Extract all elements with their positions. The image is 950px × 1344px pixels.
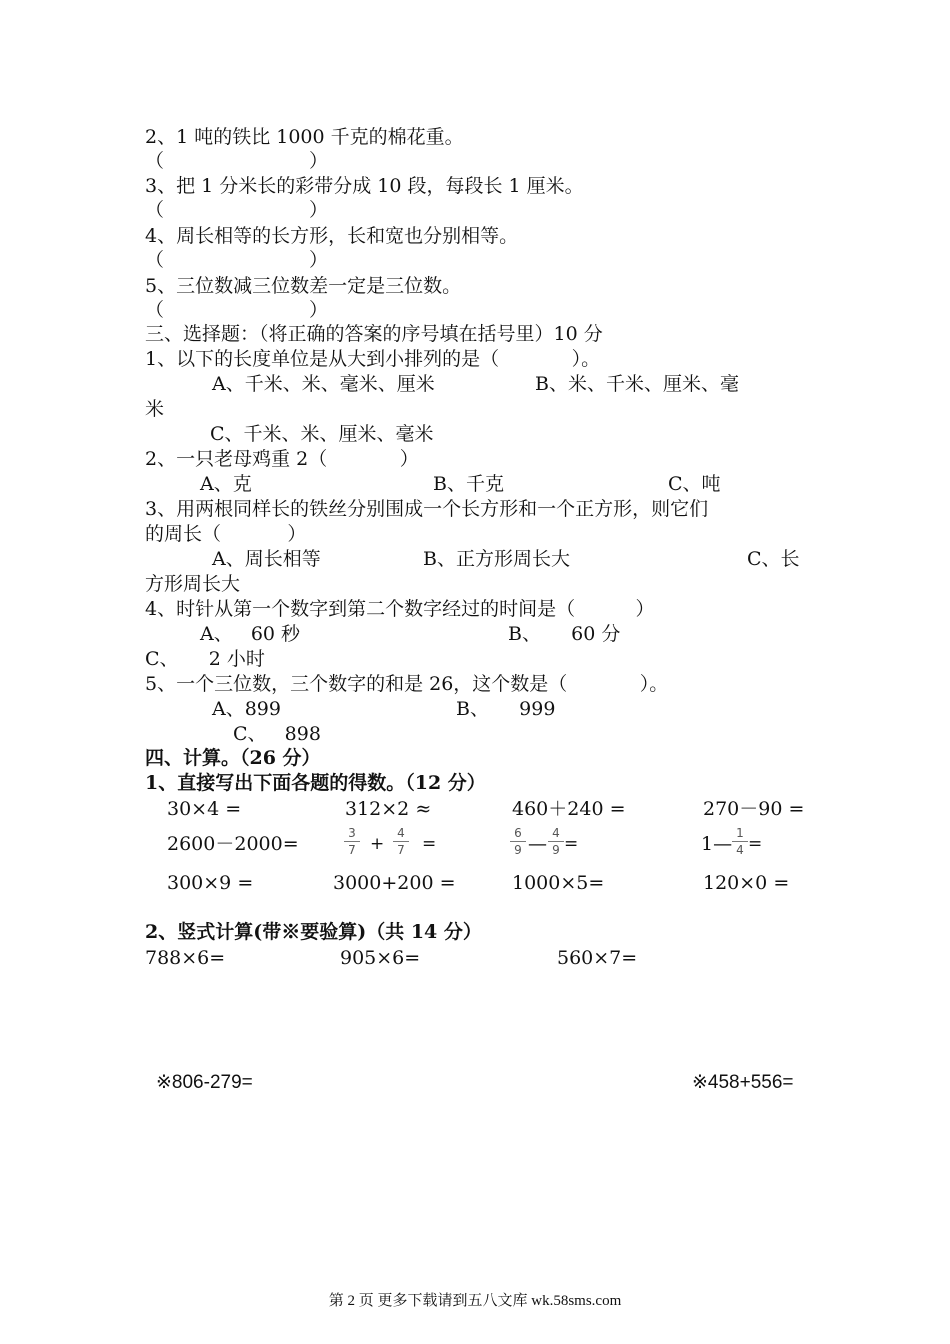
choice-q2-option-a: A、克 <box>200 473 252 495</box>
direct-calc-r1-c3: 460＋240 = <box>512 798 626 820</box>
choice-q4-option-a: A、 60 秒 <box>200 623 301 645</box>
direct-calc-r1-c4: 270－90 = <box>703 798 805 820</box>
judge-q3: 3、把 1 分米长的彩带分成 10 段，每段长 1 厘米。 <box>145 175 584 197</box>
choice-q5: 5、一个三位数，三个数字的和是 26，这个数是（ ）。 <box>145 673 669 695</box>
page-footer: 第 2 页 更多下载请到五八文库 wk.58sms.com <box>328 1293 622 1309</box>
fraction-denominator: 7 <box>348 843 356 857</box>
calc-heading: 四、计算。（26 分） <box>145 747 321 769</box>
choice-q1-option-c: C、千米、米、厘米、毫米 <box>210 423 434 445</box>
direct-calc-r2-c1: 2600－2000= <box>167 833 299 855</box>
choice-heading: 三、选择题：（将正确的答案的序号填在括号里）10 分 <box>145 323 603 345</box>
one-minus: 1— <box>701 833 733 855</box>
equals-sign: = <box>422 834 437 854</box>
choice-q1-option-a: A、千米、米、毫米、厘米 <box>212 373 435 395</box>
choice-q1-option-b-continued: 米 <box>145 398 165 420</box>
choice-q3-line1: 3、用两根同样长的铁丝分别围成一个长方形和一个正方形，则它们 <box>145 498 709 520</box>
fraction-3-7 <box>344 826 360 857</box>
judge-q3-answer-paren: （ ） <box>145 199 328 221</box>
choice-q3-option-a: A、周长相等 <box>212 548 321 570</box>
judge-q2: 2、1 吨的铁比 1000 千克的棉花重。 <box>145 126 464 148</box>
minus-sign: — <box>528 833 547 855</box>
choice-q4-option-c: C、 2 小时 <box>145 648 265 670</box>
choice-q3-line2: 的周长（ ） <box>145 523 307 545</box>
direct-calc-r1-c1: 30×4 = <box>167 798 242 820</box>
choice-q3-option-c-continued: 方形周长大 <box>145 573 241 595</box>
fraction-numerator: 1 <box>732 826 748 842</box>
fraction-denominator: 4 <box>736 843 744 857</box>
choice-q4: 4、时针从第一个数字到第二个数字经过的时间是（ ） <box>145 598 655 620</box>
direct-calc-r3-c4: 120×0 = <box>703 872 790 894</box>
fraction-1-4 <box>732 826 748 857</box>
vertical-calc-3: 560×7= <box>557 947 638 969</box>
choice-q5-option-c: C、 898 <box>233 723 321 745</box>
judge-q2-answer-paren: （ ） <box>145 150 328 172</box>
choice-q5-option-a: A、899 <box>212 698 281 720</box>
direct-calc-r1-c2: 312×2 ≈ <box>345 798 432 820</box>
equals-sign: = <box>748 834 763 854</box>
fraction-4-9 <box>548 826 564 857</box>
check-calc-2: ※458+556= <box>692 1072 794 1093</box>
choice-q2: 2、一只老母鸡重 2（ ） <box>145 448 419 470</box>
vertical-calc-heading: 2、竖式计算(带※要验算)（共 14 分） <box>145 921 482 943</box>
direct-calc-r3-c2: 3000+200 = <box>333 872 456 894</box>
choice-q4-option-b: B、 60 分 <box>508 623 621 645</box>
fraction-4-7 <box>393 826 409 857</box>
direct-calc-heading: 1、直接写出下面各题的得数。（12 分） <box>145 772 486 794</box>
direct-calc-r3-c1: 300×9 = <box>167 872 254 894</box>
fraction-6-9 <box>510 826 526 857</box>
vertical-calc-1: 788×6= <box>145 947 226 969</box>
vertical-calc-2: 905×6= <box>340 947 421 969</box>
judge-q5-answer-paren: （ ） <box>145 299 328 321</box>
choice-q3-option-c: C、长 <box>747 548 800 570</box>
choice-q3-option-b: B、正方形周长大 <box>423 548 570 570</box>
direct-calc-r3-c3: 1000×5= <box>512 872 605 894</box>
fraction-denominator: 9 <box>514 843 522 857</box>
check-calc-1: ※806-279= <box>156 1072 253 1093</box>
fraction-numerator: 6 <box>510 826 526 842</box>
judge-q5: 5、三位数减三位数差一定是三位数。 <box>145 275 462 297</box>
fraction-numerator: 3 <box>344 826 360 842</box>
choice-q2-option-b: B、千克 <box>433 473 504 495</box>
judge-q4: 4、周长相等的长方形，长和宽也分别相等。 <box>145 225 519 247</box>
fraction-denominator: 7 <box>397 843 405 857</box>
equals-sign: = <box>564 834 579 854</box>
choice-q1-option-b: B、米、千米、厘米、毫 <box>535 373 739 395</box>
choice-q1: 1、以下的长度单位是从大到小排列的是（ ）。 <box>145 348 601 370</box>
judge-q4-answer-paren: （ ） <box>145 249 328 271</box>
fraction-denominator: 9 <box>552 843 560 857</box>
choice-q5-option-b: B、 999 <box>456 698 556 720</box>
plus-sign: + <box>370 834 385 854</box>
fraction-numerator: 4 <box>548 826 564 842</box>
fraction-numerator: 4 <box>393 826 409 842</box>
choice-q2-option-c: C、吨 <box>668 473 721 495</box>
